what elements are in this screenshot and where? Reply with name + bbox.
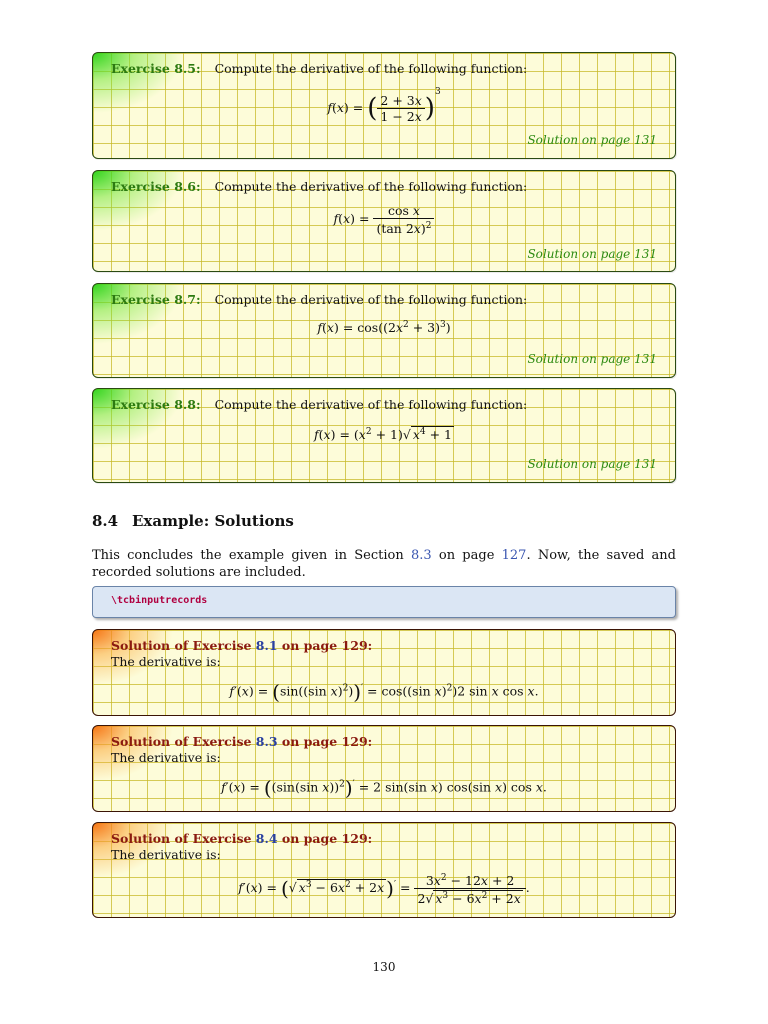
exercise-text: Compute the derivative of the following function: bbox=[214, 292, 528, 307]
exercise-box bbox=[92, 170, 676, 272]
code-box bbox=[92, 586, 676, 618]
section-heading bbox=[92, 512, 294, 530]
solution-header bbox=[111, 734, 372, 766]
section-number: 8.4 bbox=[92, 512, 119, 530]
code-command: \tcbinputrecords bbox=[111, 595, 208, 606]
exercise-label: Exercise 8.6: bbox=[111, 179, 201, 194]
solution-link[interactable]: Solution on page 131 bbox=[527, 133, 657, 147]
solution-label: Solution of Exercise 8.4 on page 129: bbox=[111, 831, 373, 846]
solution-link[interactable]: Solution on page 131 bbox=[527, 457, 657, 471]
solution-box bbox=[92, 725, 676, 812]
solution-header bbox=[111, 638, 372, 670]
exercise-box bbox=[92, 283, 676, 378]
page-number: 130 bbox=[372, 960, 396, 974]
exercise-header bbox=[111, 61, 527, 76]
section-link[interactable]: 8.3 bbox=[410, 548, 432, 563]
exercise-header bbox=[111, 292, 527, 307]
exercise-label: Exercise 8.5: bbox=[111, 61, 201, 76]
exercise-link[interactable]: 8.4 bbox=[255, 831, 278, 846]
exercise-header bbox=[111, 397, 527, 412]
solution-box bbox=[92, 822, 676, 918]
exercise-label: Exercise 8.7: bbox=[111, 292, 201, 307]
exercise-formula: $f(x) = (x^2 + 1)√$ $x^4 + 1$ bbox=[314, 427, 452, 443]
solution-formula: f′(x) = ((sin(sin x))$^2$)′ = 2 sin(sin x) cos(sin x) cos x. bbox=[221, 776, 547, 800]
exercise-link[interactable]: 8.1 bbox=[255, 638, 278, 653]
solution-formula: f′(x) = (√ $x^3 - 6x^2 + 2x$ )′ = $\frac{3x^2 - 12x + 2}{2√ x^3 - 6x^2 + 2x}$ . bbox=[238, 873, 530, 907]
solution-link[interactable]: Solution on page 131 bbox=[527, 247, 657, 261]
exercise-link[interactable]: 8.3 bbox=[255, 734, 278, 749]
exercise-formula: f(x) = ( $\frac{2 + 3x}{1 - 2x}$ )$^3$ bbox=[327, 87, 441, 124]
exercise-text: Compute the derivative of the following function: bbox=[214, 179, 528, 194]
exercise-formula: f(x) = $\frac{\text{cos x}}{(\tan 2x)^2}$ bbox=[93, 203, 675, 236]
exercise-text: Compute the derivative of the following function: bbox=[214, 397, 528, 412]
section-paragraph bbox=[92, 547, 676, 581]
solution-label: Solution of Exercise 8.1 on page 129: bbox=[111, 638, 373, 653]
solution-box bbox=[92, 629, 676, 716]
solution-formula: f′(x) = (sin((sin x)$^2$))′ = cos((sin x)$^2$)2 sin x cos x. bbox=[229, 680, 539, 704]
exercise-label: Exercise 8.8: bbox=[111, 397, 201, 412]
paragraph-text: This concludes the example given in Section bbox=[92, 548, 411, 563]
exercise-box bbox=[92, 52, 676, 159]
solution-text: The derivative is: bbox=[111, 750, 221, 765]
solution-link[interactable]: Solution on page 131 bbox=[527, 352, 657, 366]
page-link[interactable]: 127 bbox=[501, 548, 527, 563]
exercise-box bbox=[92, 388, 676, 483]
solution-header bbox=[111, 831, 372, 863]
exercise-formula: $f(x) = \cos((2x^2 + 3)^3)$ bbox=[317, 320, 451, 336]
section-title: Example: Solutions bbox=[132, 512, 294, 530]
exercise-header bbox=[111, 179, 527, 194]
paragraph-text: on page bbox=[431, 548, 502, 563]
solution-text: The derivative is: bbox=[111, 847, 221, 862]
solution-label: Solution of Exercise 8.3 on page 129: bbox=[111, 734, 373, 749]
exercise-text: Compute the derivative of the following function: bbox=[214, 61, 528, 76]
paragraph-text: . Now, the saved and recorded solutions are included. bbox=[92, 548, 676, 580]
solution-text: The derivative is: bbox=[111, 654, 221, 669]
